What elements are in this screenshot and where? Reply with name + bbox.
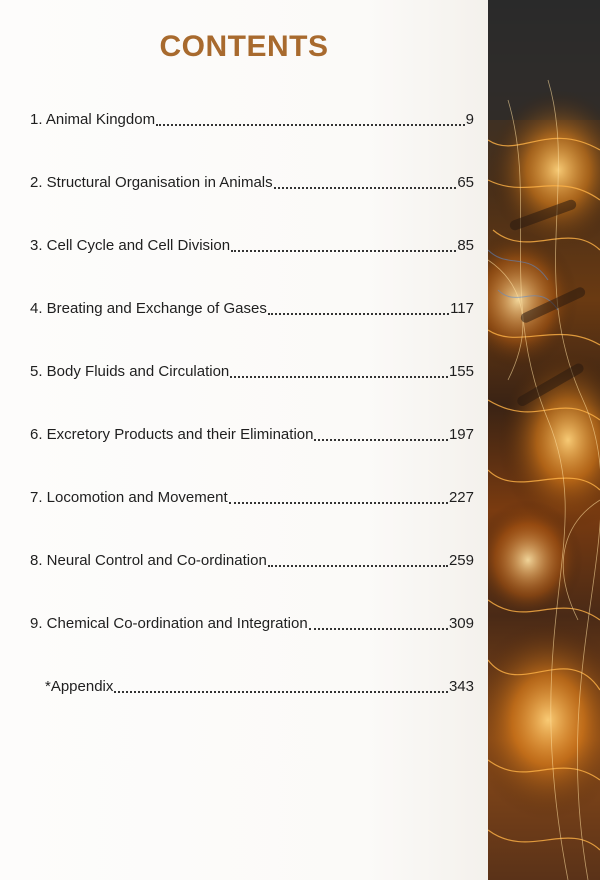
toc-entry-page: 227 [448, 489, 474, 506]
toc-entry-page: 197 [448, 426, 474, 443]
table-of-contents [30, 88, 474, 718]
toc-entry [30, 88, 474, 151]
toc-entry-label: 4. Breating and Exchange of Gases [30, 300, 267, 317]
toc-entry [30, 214, 474, 277]
toc-entry [30, 466, 474, 529]
dot-leader [274, 186, 457, 189]
toc-entry-page: 65 [457, 174, 474, 191]
toc-entry-appendix [30, 655, 474, 718]
toc-entry-page: 309 [448, 615, 474, 632]
toc-entry-page: 85 [457, 237, 474, 254]
toc-entry-page: 259 [448, 552, 474, 569]
toc-entry-page: 343 [448, 678, 474, 695]
toc-entry [30, 403, 474, 466]
toc-entry [30, 151, 474, 214]
dot-leader [309, 627, 448, 630]
dot-leader [231, 249, 456, 252]
dot-leader [230, 375, 448, 378]
toc-entry-label: 8. Neural Control and Co-ordination [30, 552, 267, 569]
toc-entry-label: 1. Animal Kingdom [30, 111, 156, 128]
dot-leader [229, 501, 448, 504]
toc-entry-label: 2. Structural Organisation in Animals [30, 174, 273, 191]
toc-entry-label: 5. Body Fluids and Circulation [30, 363, 230, 380]
toc-entry-page: 9 [465, 111, 474, 128]
toc-entry [30, 277, 474, 340]
dot-leader [114, 690, 448, 693]
toc-entry-label: 6. Excretory Products and their Elimination [30, 426, 314, 443]
toc-entry [30, 340, 474, 403]
toc-entry-label: 9. Chemical Co-ordination and Integration [30, 615, 308, 632]
toc-entry-label: 7. Locomotion and Movement [30, 489, 228, 506]
dot-leader [268, 312, 449, 315]
toc-entry-label: *Appendix [45, 678, 114, 695]
toc-entry [30, 529, 474, 592]
page-title: CONTENTS [159, 30, 329, 63]
dot-leader [314, 438, 448, 441]
dot-leader [156, 123, 465, 126]
toc-entry-page: 117 [450, 300, 474, 317]
toc-entry [30, 592, 474, 655]
decorative-anatomy-artwork [488, 0, 600, 880]
toc-entry-page: 155 [448, 363, 474, 380]
dot-leader [268, 564, 448, 567]
decorative-artwork-image [488, 0, 600, 880]
toc-entry-label: 3. Cell Cycle and Cell Division [30, 237, 231, 254]
